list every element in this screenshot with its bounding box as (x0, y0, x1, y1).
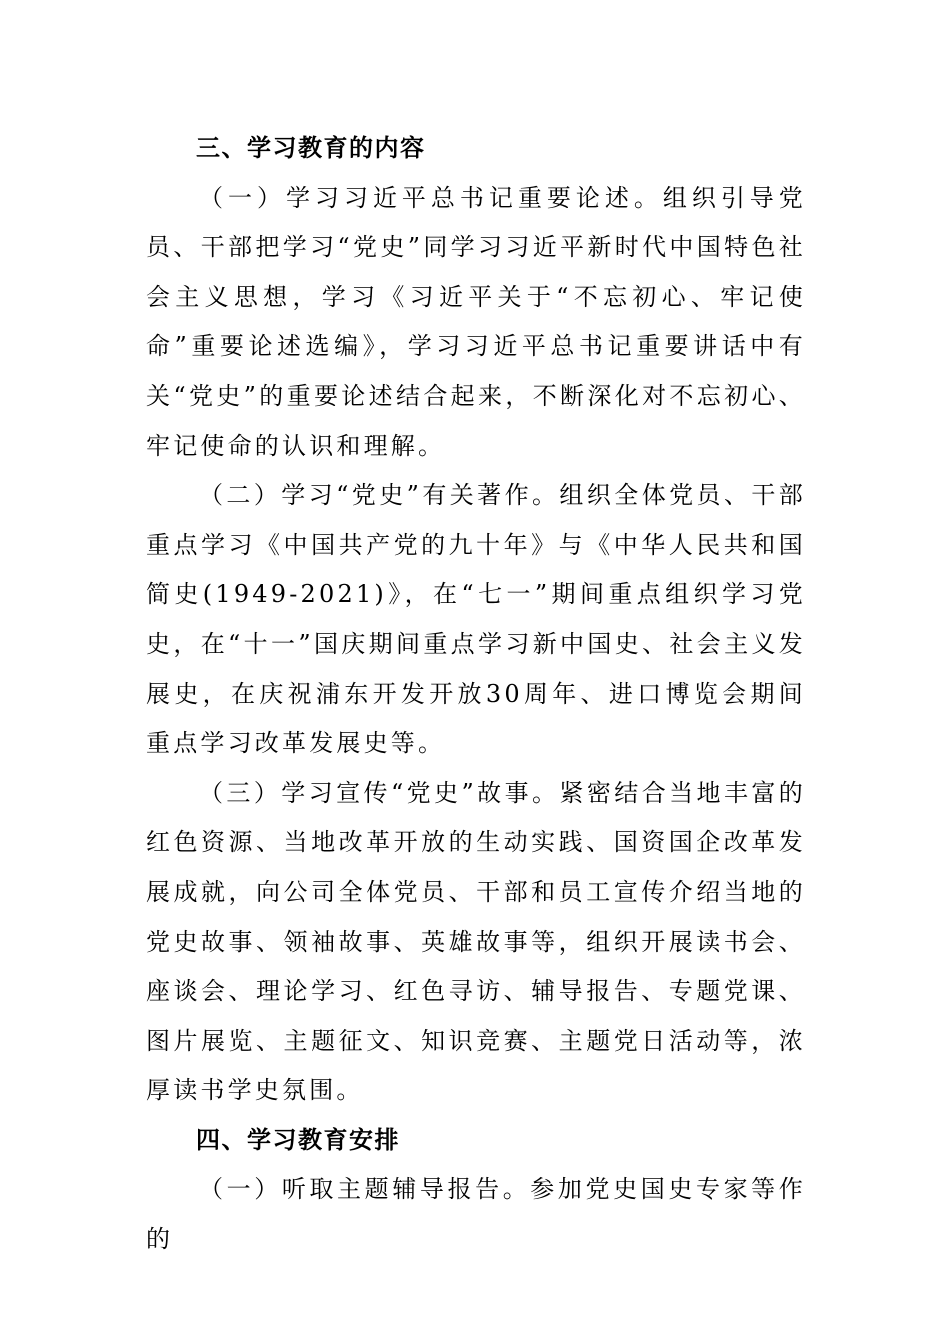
section-4-paragraph-1: （一）听取主题辅导报告。参加党史国史专家等作的 (146, 1175, 806, 1254)
section-3-paragraph-2: （二）学习“党史”有关著作。组织全体党员、干部重点学习《中国共产党的九十年》与《中华人民共和国简史(1949-2021)》，在“七一”期间重点组织学习党史，在“十一”国庆期间重点学习新中国史、社会主义发展史，在庆祝浦东开发开放30周年、进口博览会期间重点学习改革发展史等。 (146, 481, 806, 758)
section-3-heading: 三、学习教育的内容 (196, 134, 426, 162)
document-body (146, 124, 806, 1265)
section-3-paragraph-3: （三）学习宣传“党史”故事。紧密结合当地丰富的红色资源、当地改革开放的生动实践、国资国企改革发展成就，向公司全体党员、干部和员工宣传介绍当地的党史故事、领袖故事、英雄故事等，组织开展读书会、座谈会、理论学习、红色寻访、辅导报告、专题党课、图片展览、主题征文、知识竞赛、主题党日活动等，浓厚读书学史氛围。 (146, 778, 806, 1105)
section-4-heading: 四、学习教育安排 (196, 1125, 400, 1154)
section-3-paragraph-1: （一）学习习近平总书记重要论述。组织引导党员、干部把学习“党史”同学习习近平新时代中国特色社会主义思想，学习《习近平关于“不忘初心、牢记使命”重要论述选编》，学习习近平总书记重要讲话中有关“党史”的重要论述结合起来，不断深化对不忘初心、牢记使命的认识和理解。 (146, 183, 806, 460)
